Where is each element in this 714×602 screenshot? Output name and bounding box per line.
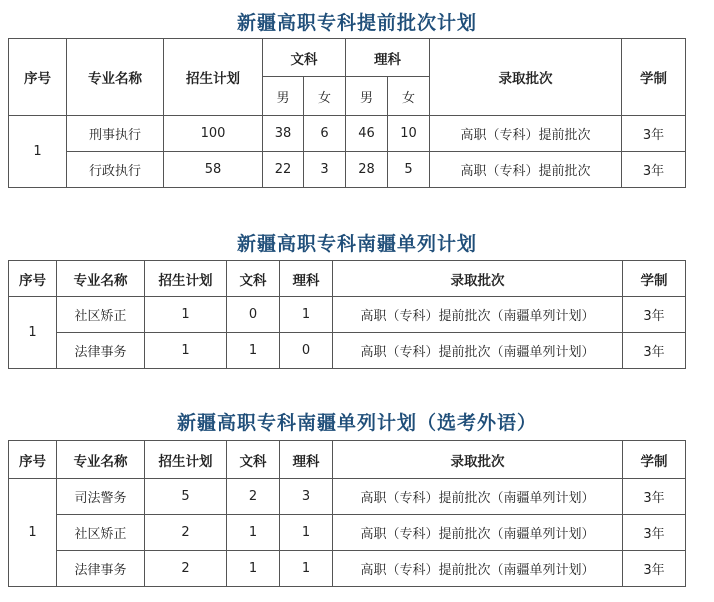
header-batch: 录取批次 [333, 261, 623, 297]
cell-years: 3年 [623, 551, 686, 587]
cell-li: 1 [280, 297, 333, 333]
cell-plan: 2 [145, 551, 227, 587]
cell-years: 3年 [623, 479, 686, 515]
cell-li-male: 28 [346, 152, 388, 188]
cell-major: 法律事务 [57, 333, 145, 369]
cell-major: 司法警务 [57, 479, 145, 515]
header-li: 理科 [346, 39, 430, 77]
header-li: 理科 [280, 441, 333, 479]
table-row [9, 116, 686, 152]
cell-li: 1 [280, 515, 333, 551]
table-row [9, 152, 686, 188]
cell-wen: 1 [227, 333, 280, 369]
cell-batch: 高职（专科）提前批次（南疆单列计划） [333, 297, 623, 333]
cell-major: 法律事务 [57, 551, 145, 587]
table1 [8, 38, 686, 188]
cell-years: 3年 [623, 515, 686, 551]
cell-wen: 1 [227, 515, 280, 551]
cell-batch: 高职（专科）提前批次 [430, 152, 622, 188]
header-li-female: 女 [388, 77, 430, 116]
cell-seq: 1 [9, 479, 57, 587]
cell-major: 行政执行 [67, 152, 164, 188]
cell-years: 3年 [623, 297, 686, 333]
table-row [9, 333, 686, 369]
header-years: 学制 [622, 39, 686, 116]
header-wen: 文科 [227, 441, 280, 479]
table-row [9, 515, 686, 551]
header-seq: 序号 [9, 39, 67, 116]
cell-li-female: 5 [388, 152, 430, 188]
cell-wen-female: 3 [304, 152, 346, 188]
cell-wen: 2 [227, 479, 280, 515]
cell-major: 刑事执行 [67, 116, 164, 152]
cell-plan: 2 [145, 515, 227, 551]
header-plan: 招生计划 [164, 39, 263, 116]
header-wen: 文科 [227, 261, 280, 297]
header-major: 专业名称 [57, 261, 145, 297]
cell-wen-male: 38 [263, 116, 304, 152]
cell-batch: 高职（专科）提前批次（南疆单列计划） [333, 479, 623, 515]
cell-li-female: 10 [388, 116, 430, 152]
header-wen: 文科 [263, 39, 346, 77]
cell-major: 社区矫正 [57, 515, 145, 551]
header-plan: 招生计划 [145, 261, 227, 297]
header-wen-male: 男 [263, 77, 304, 116]
table3 [8, 440, 686, 587]
header-plan: 招生计划 [145, 441, 227, 479]
cell-batch: 高职（专科）提前批次 [430, 116, 622, 152]
cell-plan: 58 [164, 152, 263, 188]
table3-title: 新疆高职专科南疆单列计划（选考外语） [176, 412, 537, 434]
cell-li-male: 46 [346, 116, 388, 152]
cell-years: 3年 [622, 152, 686, 188]
header-batch: 录取批次 [430, 39, 622, 116]
cell-seq: 1 [9, 116, 67, 188]
cell-plan: 1 [145, 333, 227, 369]
header-years: 学制 [623, 441, 686, 479]
cell-seq: 1 [9, 297, 57, 369]
cell-batch: 高职（专科）提前批次（南疆单列计划） [333, 551, 623, 587]
cell-plan: 1 [145, 297, 227, 333]
cell-wen-female: 6 [304, 116, 346, 152]
header-years: 学制 [623, 261, 686, 297]
header-seq: 序号 [9, 441, 57, 479]
cell-wen: 1 [227, 551, 280, 587]
cell-wen-male: 22 [263, 152, 304, 188]
header-batch: 录取批次 [333, 441, 623, 479]
table-row [9, 479, 686, 515]
cell-batch: 高职（专科）提前批次（南疆单列计划） [333, 333, 623, 369]
header-seq: 序号 [9, 261, 57, 297]
table-row [9, 297, 686, 333]
cell-plan: 100 [164, 116, 263, 152]
cell-batch: 高职（专科）提前批次（南疆单列计划） [333, 515, 623, 551]
header-wen-female: 女 [304, 77, 346, 116]
cell-plan: 5 [145, 479, 227, 515]
header-major: 专业名称 [67, 39, 164, 116]
header-li-male: 男 [346, 77, 388, 116]
table2-title: 新疆高职专科南疆单列计划 [236, 233, 477, 255]
table3-header-row [9, 441, 686, 479]
cell-li: 1 [280, 551, 333, 587]
cell-li: 0 [280, 333, 333, 369]
cell-wen: 0 [227, 297, 280, 333]
header-li: 理科 [280, 261, 333, 297]
table2-header-row [9, 261, 686, 297]
header-major: 专业名称 [57, 441, 145, 479]
table1-header-row [9, 39, 686, 77]
cell-years: 3年 [622, 116, 686, 152]
cell-major: 社区矫正 [57, 297, 145, 333]
table2 [8, 260, 686, 369]
table1-title: 新疆高职专科提前批次计划 [236, 12, 477, 34]
cell-years: 3年 [623, 333, 686, 369]
table-row [9, 551, 686, 587]
cell-li: 3 [280, 479, 333, 515]
